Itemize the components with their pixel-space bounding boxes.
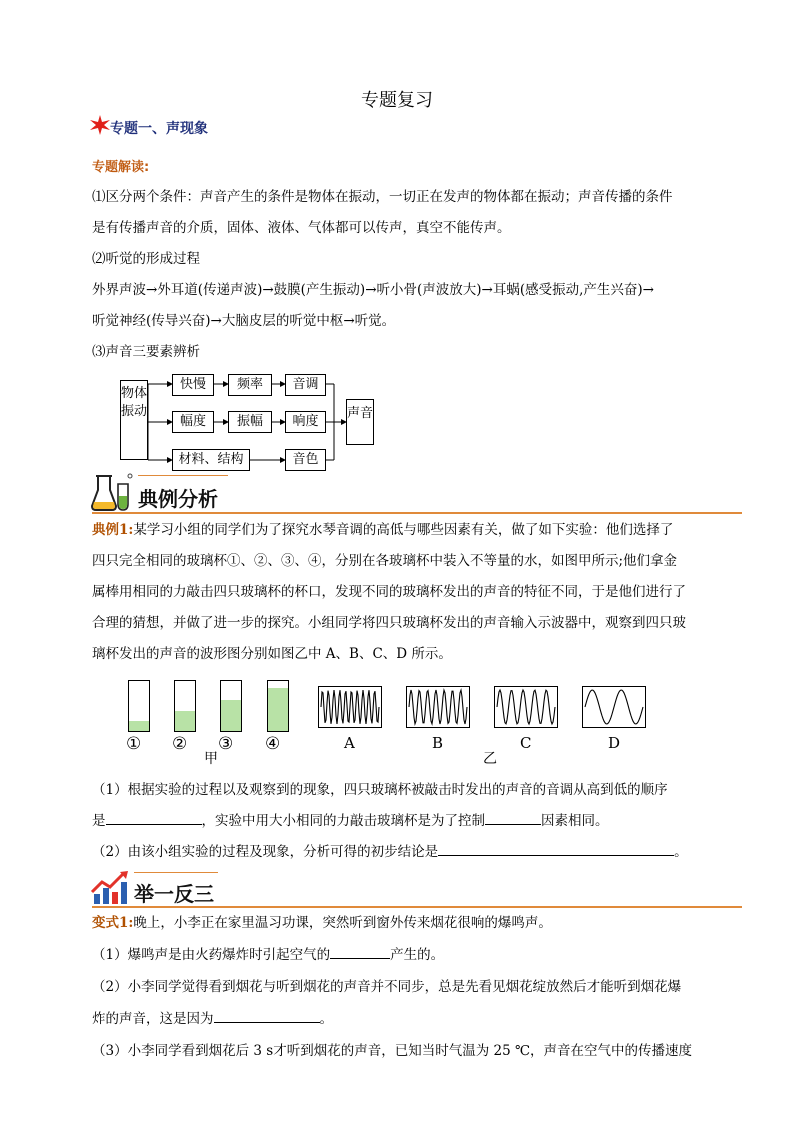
glass-water bbox=[129, 721, 149, 731]
answer-blank-order[interactable] bbox=[106, 810, 202, 825]
diagram-timbre-box: 音色 bbox=[285, 449, 326, 471]
p2-head: ⑵听觉的形成过程 bbox=[92, 251, 200, 267]
section-practice-topline bbox=[134, 872, 218, 873]
p3-head: ⑶声音三要素辨析 bbox=[92, 344, 200, 360]
diagram-source-box: 物体振动 bbox=[120, 380, 148, 460]
variant1-intro bbox=[92, 908, 552, 939]
section-examples-heading: 典例分析 bbox=[138, 487, 218, 511]
flask-icon bbox=[90, 470, 134, 512]
variant1-q2-line1: （2）小李同学觉得看到烟花与听到烟花的声音并不同步，总是先看见烟花绽放然后才能听到烟花爆 bbox=[92, 979, 682, 995]
variant1-q1 bbox=[92, 940, 444, 971]
p1-line1: ⑴区分两个条件：声音产生的条件是物体在振动，一切正在发声的物体都在振动；声音传播的条件 bbox=[92, 189, 673, 205]
glass-water bbox=[175, 711, 195, 731]
waveform-label: D bbox=[608, 734, 621, 752]
interpretation-label: 专题解读: bbox=[92, 160, 150, 175]
glass-label: ③ bbox=[218, 734, 234, 754]
p2-line2: 听觉神经(传导兴奋)→大脑皮层的听觉中枢→听觉。 bbox=[92, 313, 396, 329]
waveform-c bbox=[494, 686, 558, 728]
glass-label: ② bbox=[172, 734, 188, 754]
variant1-text: 晚上，小李正在家里温习功课，突然听到窗外传来烟花很响的爆鸣声。 bbox=[133, 915, 552, 931]
glass-label: ① bbox=[126, 734, 142, 754]
glass-water bbox=[268, 688, 288, 731]
waveform-b bbox=[406, 686, 470, 728]
example1-text1: 某学习小组的同学们为了探究水琴音调的高低与哪些因素有关，做了如下实验：他们选择了 bbox=[133, 522, 674, 538]
diagram-speed-box: 快慢 bbox=[172, 374, 214, 396]
variant1-label: 变式1: bbox=[92, 915, 134, 931]
answer-blank-conclusion[interactable] bbox=[438, 841, 674, 856]
figure-yi-label: 乙 bbox=[483, 751, 497, 767]
example1-label: 典例1: bbox=[92, 522, 134, 538]
question1-line2 bbox=[92, 806, 609, 837]
diagram-range-box: 幅度 bbox=[172, 411, 214, 433]
question1-pre: 是 bbox=[92, 813, 106, 829]
question2-pre: （2）由该小组实验的过程及现象，分析可得的初步结论是 bbox=[92, 844, 439, 860]
diagram-pitch-box: 音调 bbox=[285, 374, 326, 396]
variant1-q2-line2 bbox=[92, 1004, 333, 1035]
diagram-frequency-box: 频率 bbox=[228, 374, 272, 396]
topic-heading: 专题一、声现象 bbox=[110, 121, 208, 137]
p2-line1: 外界声波→外耳道(传递声波)→鼓膜(产生振动)→听小骨(声波放大)→耳蜗(感受振动,产生兴奋)→ bbox=[92, 282, 654, 298]
waveform-a bbox=[318, 686, 382, 728]
red-star-icon bbox=[90, 115, 110, 135]
variant1-q3-line1: （3）小李同学看到烟花后 3 s才听到烟花的声音，已知当时气温为 25 ℃，声音在空气中的传播速度 bbox=[92, 1043, 693, 1059]
waveform-label: C bbox=[520, 734, 532, 752]
waveform-label: A bbox=[344, 734, 355, 752]
answer-blank-factor[interactable] bbox=[485, 810, 541, 825]
example1-line4: 合理的猜想，并做了进一步的探究。小组同学将四只玻璃杯发出的声音输入示波器中，观察到四只玻 bbox=[92, 615, 686, 631]
variant1-q1-post: 产生的。 bbox=[390, 947, 445, 963]
answer-blank-vibration[interactable] bbox=[330, 944, 390, 959]
question1-line1: （1）根据实验的过程以及观察到的现象，四只玻璃杯被敲击时发出的声音的音调从高到低的顺序 bbox=[92, 782, 668, 798]
example1-line3: 属棒用相同的力敲击四只玻璃杯的杯口，发现不同的玻璃杯发出的声音的特征不同，于是他们进行了 bbox=[92, 584, 686, 600]
diagram-target-box: 声音 bbox=[346, 399, 374, 445]
glass-1 bbox=[128, 680, 150, 732]
variant1-q1-pre: （1）爆鸣声是由火药爆炸时引起空气的 bbox=[92, 947, 331, 963]
diagram-loudness-box: 响度 bbox=[285, 411, 326, 433]
glass-4 bbox=[267, 680, 289, 732]
example1-line2: 四只完全相同的玻璃杯①、②、③、④，分别在各玻璃杯中装入不等量的水，如图甲所示;他们拿金 bbox=[92, 553, 678, 569]
glass-label: ④ bbox=[265, 734, 281, 754]
glass-water bbox=[221, 700, 241, 731]
question2 bbox=[92, 837, 688, 868]
glass-2 bbox=[174, 680, 196, 732]
diagram-material-box: 材料、结构 bbox=[172, 449, 250, 471]
question2-post: 。 bbox=[674, 844, 688, 860]
waveform-d bbox=[582, 686, 646, 728]
growth-chart-icon bbox=[90, 870, 130, 906]
diagram-amplitude-box: 振幅 bbox=[228, 411, 272, 433]
section-examples-divider bbox=[92, 512, 742, 514]
page-title: 专题复习 bbox=[361, 90, 433, 111]
section-examples-topline bbox=[138, 475, 228, 476]
p1-line2: 是有传播声音的介质，固体、液体、气体都可以传声，真空不能传声。 bbox=[92, 220, 511, 236]
question1-post: 因素相同。 bbox=[541, 813, 609, 829]
figure-jia-label: 甲 bbox=[204, 751, 218, 767]
variant1-q2-post: 。 bbox=[319, 1011, 333, 1027]
waveform-label: B bbox=[432, 734, 444, 752]
question1-mid: ，实验中用大小相同的力敲击玻璃杯是为了控制 bbox=[201, 813, 485, 829]
section-practice-heading: 举一反三 bbox=[134, 882, 214, 906]
example1-line1 bbox=[92, 515, 673, 546]
example1-line5: 璃杯发出的声音的波形图分别如图乙中 A、B、C、D 所示。 bbox=[92, 646, 452, 662]
answer-blank-reason[interactable] bbox=[214, 1008, 320, 1023]
variant1-q2-pre: 炸的声音，这是因为 bbox=[92, 1011, 214, 1027]
glass-3 bbox=[220, 680, 242, 732]
